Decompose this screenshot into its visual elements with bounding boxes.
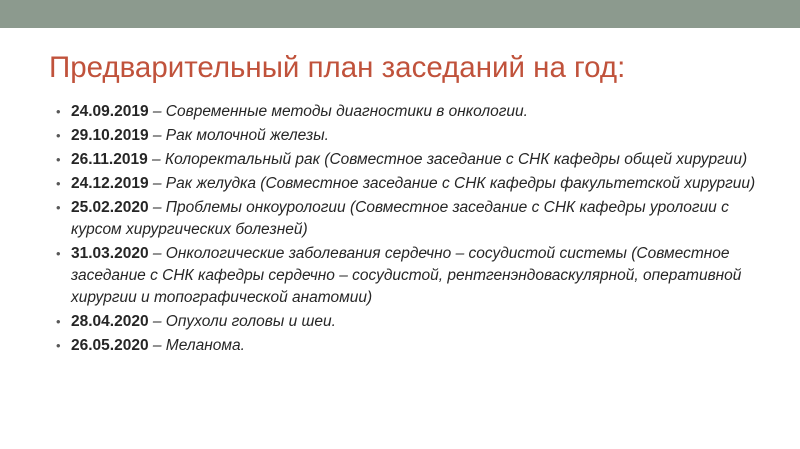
meeting-topic: – Современные методы диагностики в онкологии. — [148, 103, 528, 120]
list-item — [56, 311, 776, 333]
meeting-topic: – Рак молочной железы. — [148, 127, 329, 144]
meeting-date: 31.03.2020 — [71, 245, 149, 262]
bullet-icon: • — [56, 314, 61, 329]
bullet-icon: • — [56, 176, 61, 191]
meeting-schedule-list — [56, 101, 776, 359]
meeting-topic: – Онкологические заболевания сердечно – сосудистой системы (Совместное заседание с СНК кафедры сердечно – сосудистой, рентгенэндоваскулярной, оперативной хирургии и топографической анатомии) — [71, 245, 742, 306]
bullet-icon: • — [56, 246, 61, 261]
meeting-date: 24.12.2019 — [71, 175, 149, 192]
meeting-date: 25.02.2020 — [71, 199, 149, 216]
bullet-icon: • — [56, 152, 61, 167]
list-item — [56, 197, 776, 241]
meeting-date: 28.04.2020 — [71, 313, 149, 330]
bullet-icon: • — [56, 200, 61, 215]
slide-title: Предварительный план заседаний на год: — [49, 51, 626, 84]
list-item — [56, 173, 776, 195]
bullet-icon: • — [56, 338, 61, 353]
top-decorative-bar — [0, 0, 800, 28]
list-item — [56, 125, 776, 147]
meeting-topic: – Меланома. — [148, 337, 245, 354]
meeting-date: 29.10.2019 — [71, 127, 149, 144]
meeting-date: 26.11.2019 — [71, 151, 148, 168]
meeting-topic: – Проблемы онкоурологии (Совместное заседание с СНК кафедры урологии с курсом хирургических болезней) — [71, 199, 729, 238]
bullet-icon: • — [56, 104, 61, 119]
meeting-date: 26.05.2020 — [71, 337, 149, 354]
bullet-icon: • — [56, 128, 61, 143]
list-item — [56, 149, 776, 171]
meeting-topic: – Опухоли головы и шеи. — [148, 313, 336, 330]
meeting-date: 24.09.2019 — [71, 103, 149, 120]
list-item — [56, 101, 776, 123]
meeting-topic: – Колоректальный рак (Совместное заседание с СНК кафедры общей хирургии) — [147, 151, 748, 168]
list-item — [56, 243, 776, 309]
list-item — [56, 335, 776, 357]
meeting-topic: – Рак желудка (Совместное заседание с СНК кафедры факультетской хирургии) — [148, 175, 756, 192]
